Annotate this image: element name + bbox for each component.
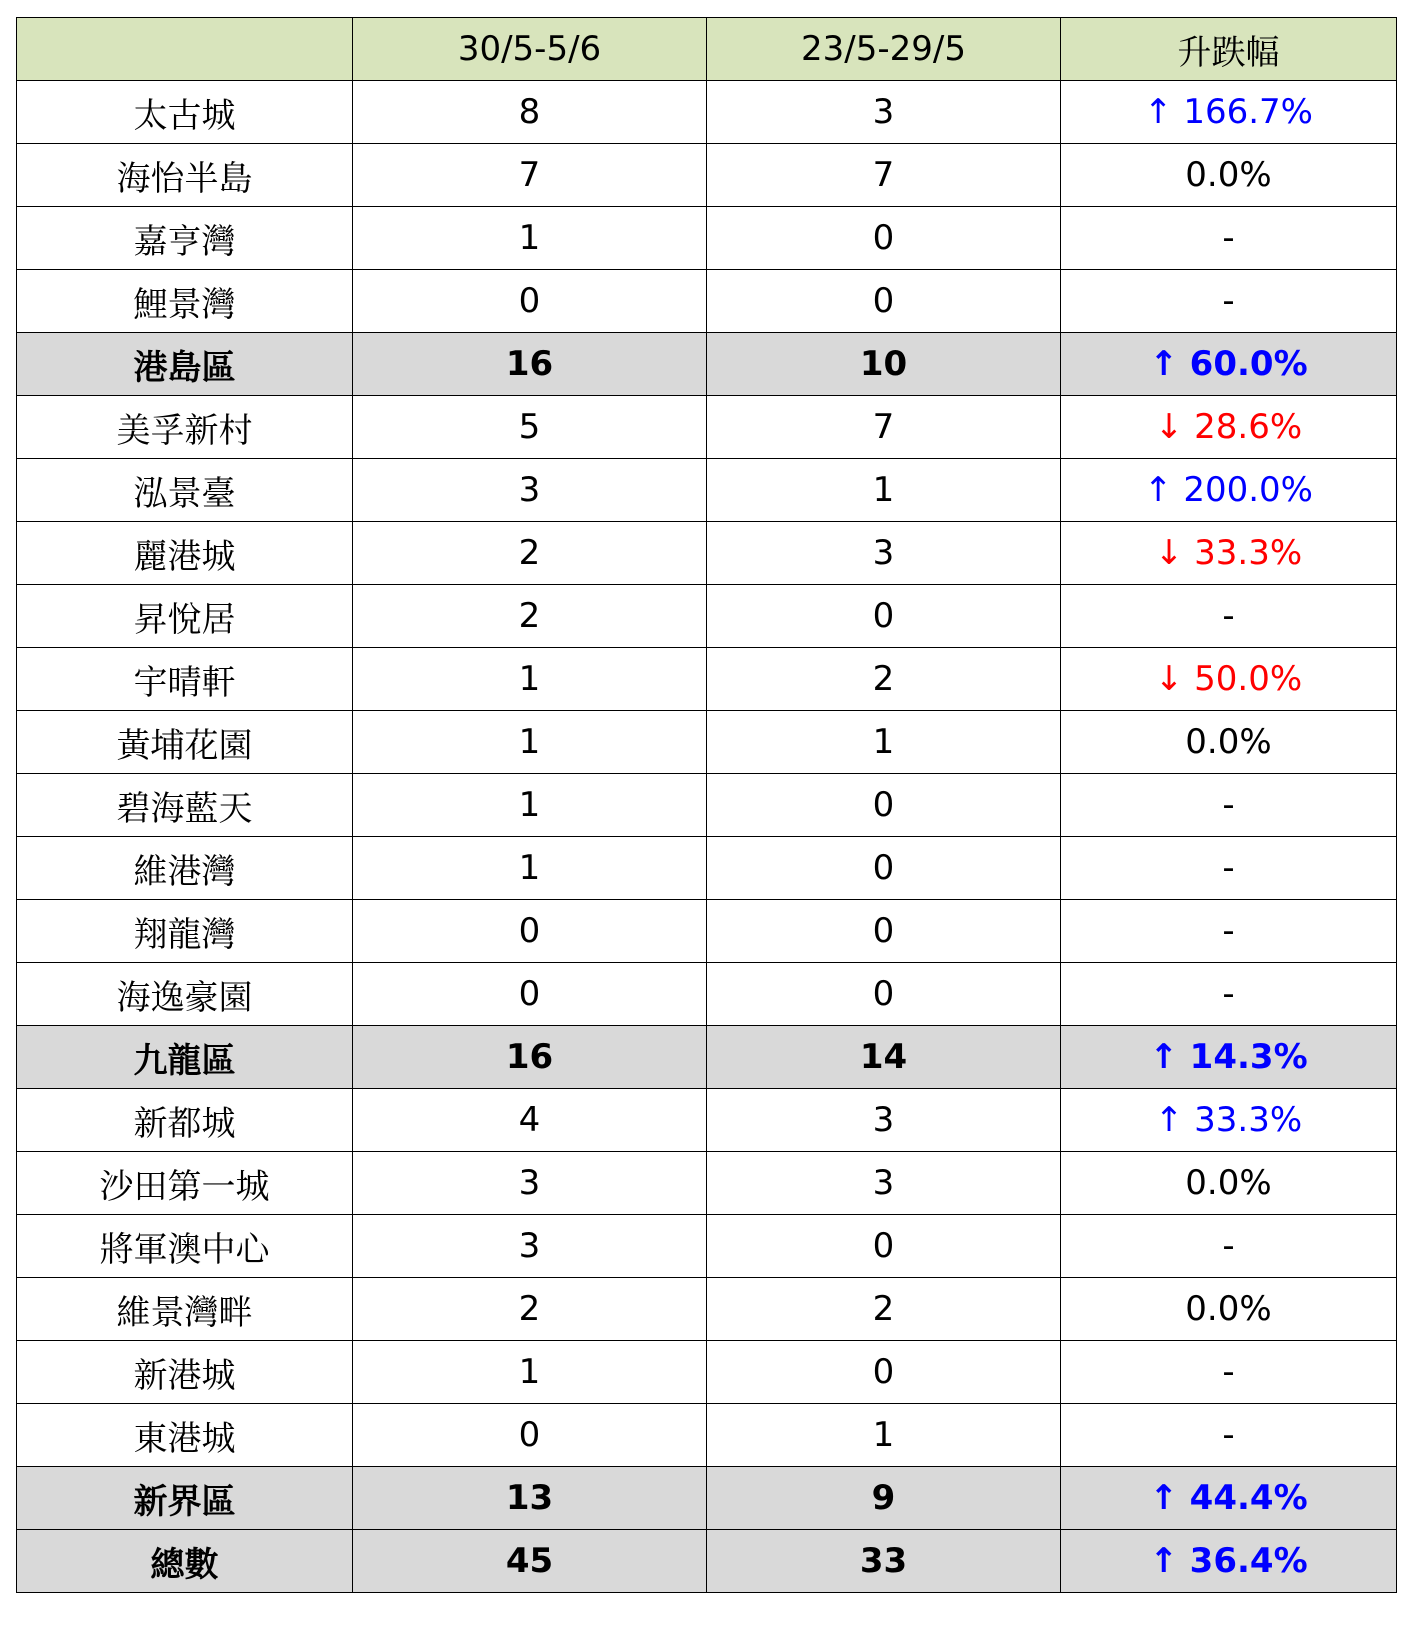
week-current-cell: 7 bbox=[353, 144, 707, 207]
table-row bbox=[17, 648, 1397, 711]
estate-name-cell: 黃埔花園 bbox=[17, 711, 353, 774]
change-cell: - bbox=[1061, 585, 1397, 648]
estate-name-cell: 新界區 bbox=[17, 1467, 353, 1530]
estate-name-cell: 沙田第一城 bbox=[17, 1152, 353, 1215]
table-row bbox=[17, 837, 1397, 900]
estate-name-cell: 新港城 bbox=[17, 1341, 353, 1404]
header-change: 升跌幅 bbox=[1061, 18, 1397, 81]
week-current-cell: 1 bbox=[353, 711, 707, 774]
week-current-cell: 3 bbox=[353, 1215, 707, 1278]
table-row bbox=[17, 1152, 1397, 1215]
table-body bbox=[17, 81, 1397, 1593]
week-previous-cell: 0 bbox=[707, 963, 1061, 1026]
estate-name-cell: 鯉景灣 bbox=[17, 270, 353, 333]
subtotal-row bbox=[17, 333, 1397, 396]
estate-name-cell: 海怡半島 bbox=[17, 144, 353, 207]
week-current-cell: 16 bbox=[353, 1026, 707, 1089]
change-cell: - bbox=[1061, 837, 1397, 900]
week-previous-cell: 2 bbox=[707, 1278, 1061, 1341]
table-row bbox=[17, 711, 1397, 774]
change-cell: 0.0% bbox=[1061, 1278, 1397, 1341]
table-row bbox=[17, 1089, 1397, 1152]
week-current-cell: 16 bbox=[353, 333, 707, 396]
change-cell: - bbox=[1061, 270, 1397, 333]
change-cell: - bbox=[1061, 900, 1397, 963]
estate-name-cell: 碧海藍天 bbox=[17, 774, 353, 837]
week-previous-cell: 0 bbox=[707, 207, 1061, 270]
week-current-cell: 1 bbox=[353, 774, 707, 837]
week-current-cell: 13 bbox=[353, 1467, 707, 1530]
week-current-cell: 0 bbox=[353, 900, 707, 963]
change-cell: - bbox=[1061, 1404, 1397, 1467]
table-row bbox=[17, 774, 1397, 837]
change-cell: 0.0% bbox=[1061, 1152, 1397, 1215]
week-previous-cell: 1 bbox=[707, 1404, 1061, 1467]
table-row bbox=[17, 144, 1397, 207]
change-cell: ↓ 28.6% bbox=[1061, 396, 1397, 459]
transactions-table bbox=[16, 17, 1397, 1593]
estate-name-cell: 海逸豪園 bbox=[17, 963, 353, 1026]
week-current-cell: 1 bbox=[353, 207, 707, 270]
week-previous-cell: 7 bbox=[707, 144, 1061, 207]
week-current-cell: 0 bbox=[353, 270, 707, 333]
week-current-cell: 5 bbox=[353, 396, 707, 459]
header-row bbox=[17, 18, 1397, 81]
estate-name-cell: 東港城 bbox=[17, 1404, 353, 1467]
change-cell: ↑ 33.3% bbox=[1061, 1089, 1397, 1152]
change-cell: 0.0% bbox=[1061, 711, 1397, 774]
week-previous-cell: 9 bbox=[707, 1467, 1061, 1530]
week-current-cell: 2 bbox=[353, 522, 707, 585]
estate-name-cell: 新都城 bbox=[17, 1089, 353, 1152]
estate-name-cell: 港島區 bbox=[17, 333, 353, 396]
subtotal-row bbox=[17, 1026, 1397, 1089]
week-previous-cell: 0 bbox=[707, 774, 1061, 837]
table-row bbox=[17, 1341, 1397, 1404]
table-row bbox=[17, 585, 1397, 648]
change-cell: ↑ 36.4% bbox=[1061, 1530, 1397, 1593]
week-previous-cell: 7 bbox=[707, 396, 1061, 459]
week-previous-cell: 3 bbox=[707, 522, 1061, 585]
table-row bbox=[17, 1278, 1397, 1341]
week-previous-cell: 0 bbox=[707, 837, 1061, 900]
week-previous-cell: 10 bbox=[707, 333, 1061, 396]
change-cell: ↑ 60.0% bbox=[1061, 333, 1397, 396]
subtotal-row bbox=[17, 1530, 1397, 1593]
week-current-cell: 45 bbox=[353, 1530, 707, 1593]
week-previous-cell: 2 bbox=[707, 648, 1061, 711]
estate-name-cell: 昇悅居 bbox=[17, 585, 353, 648]
change-cell: ↑ 44.4% bbox=[1061, 1467, 1397, 1530]
week-current-cell: 4 bbox=[353, 1089, 707, 1152]
estate-name-cell: 麗港城 bbox=[17, 522, 353, 585]
change-cell: 0.0% bbox=[1061, 144, 1397, 207]
week-current-cell: 3 bbox=[353, 1152, 707, 1215]
week-previous-cell: 0 bbox=[707, 270, 1061, 333]
week-current-cell: 1 bbox=[353, 837, 707, 900]
header-week-current: 30/5-5/6 bbox=[353, 18, 707, 81]
week-previous-cell: 0 bbox=[707, 1341, 1061, 1404]
week-current-cell: 3 bbox=[353, 459, 707, 522]
week-current-cell: 0 bbox=[353, 963, 707, 1026]
week-previous-cell: 1 bbox=[707, 459, 1061, 522]
week-previous-cell: 0 bbox=[707, 1215, 1061, 1278]
estate-name-cell: 太古城 bbox=[17, 81, 353, 144]
week-current-cell: 2 bbox=[353, 1278, 707, 1341]
change-cell: - bbox=[1061, 207, 1397, 270]
estate-name-cell: 維港灣 bbox=[17, 837, 353, 900]
header-estate bbox=[17, 18, 353, 81]
week-previous-cell: 3 bbox=[707, 81, 1061, 144]
estate-name-cell: 九龍區 bbox=[17, 1026, 353, 1089]
change-cell: ↑ 14.3% bbox=[1061, 1026, 1397, 1089]
table-row bbox=[17, 396, 1397, 459]
estate-name-cell: 嘉亨灣 bbox=[17, 207, 353, 270]
week-previous-cell: 33 bbox=[707, 1530, 1061, 1593]
estate-name-cell: 泓景臺 bbox=[17, 459, 353, 522]
change-cell: ↑ 200.0% bbox=[1061, 459, 1397, 522]
table-row bbox=[17, 459, 1397, 522]
week-current-cell: 2 bbox=[353, 585, 707, 648]
week-current-cell: 1 bbox=[353, 648, 707, 711]
estate-name-cell: 翔龍灣 bbox=[17, 900, 353, 963]
table-row bbox=[17, 963, 1397, 1026]
header-week-previous: 23/5-29/5 bbox=[707, 18, 1061, 81]
week-current-cell: 8 bbox=[353, 81, 707, 144]
week-previous-cell: 14 bbox=[707, 1026, 1061, 1089]
change-cell: ↑ 166.7% bbox=[1061, 81, 1397, 144]
week-previous-cell: 3 bbox=[707, 1089, 1061, 1152]
estate-name-cell: 宇晴軒 bbox=[17, 648, 353, 711]
table-row bbox=[17, 522, 1397, 585]
table-row bbox=[17, 270, 1397, 333]
estate-name-cell: 總數 bbox=[17, 1530, 353, 1593]
table-row bbox=[17, 1215, 1397, 1278]
table-row bbox=[17, 900, 1397, 963]
estate-name-cell: 將軍澳中心 bbox=[17, 1215, 353, 1278]
data-table-container bbox=[16, 17, 1397, 1593]
week-previous-cell: 0 bbox=[707, 585, 1061, 648]
change-cell: - bbox=[1061, 774, 1397, 837]
change-cell: - bbox=[1061, 1215, 1397, 1278]
table-row bbox=[17, 207, 1397, 270]
week-previous-cell: 1 bbox=[707, 711, 1061, 774]
subtotal-row bbox=[17, 1467, 1397, 1530]
week-previous-cell: 3 bbox=[707, 1152, 1061, 1215]
week-current-cell: 0 bbox=[353, 1404, 707, 1467]
estate-name-cell: 維景灣畔 bbox=[17, 1278, 353, 1341]
table-row bbox=[17, 81, 1397, 144]
change-cell: - bbox=[1061, 963, 1397, 1026]
table-row bbox=[17, 1404, 1397, 1467]
change-cell: ↓ 33.3% bbox=[1061, 522, 1397, 585]
change-cell: ↓ 50.0% bbox=[1061, 648, 1397, 711]
estate-name-cell: 美孚新村 bbox=[17, 396, 353, 459]
week-previous-cell: 0 bbox=[707, 900, 1061, 963]
week-current-cell: 1 bbox=[353, 1341, 707, 1404]
change-cell: - bbox=[1061, 1341, 1397, 1404]
